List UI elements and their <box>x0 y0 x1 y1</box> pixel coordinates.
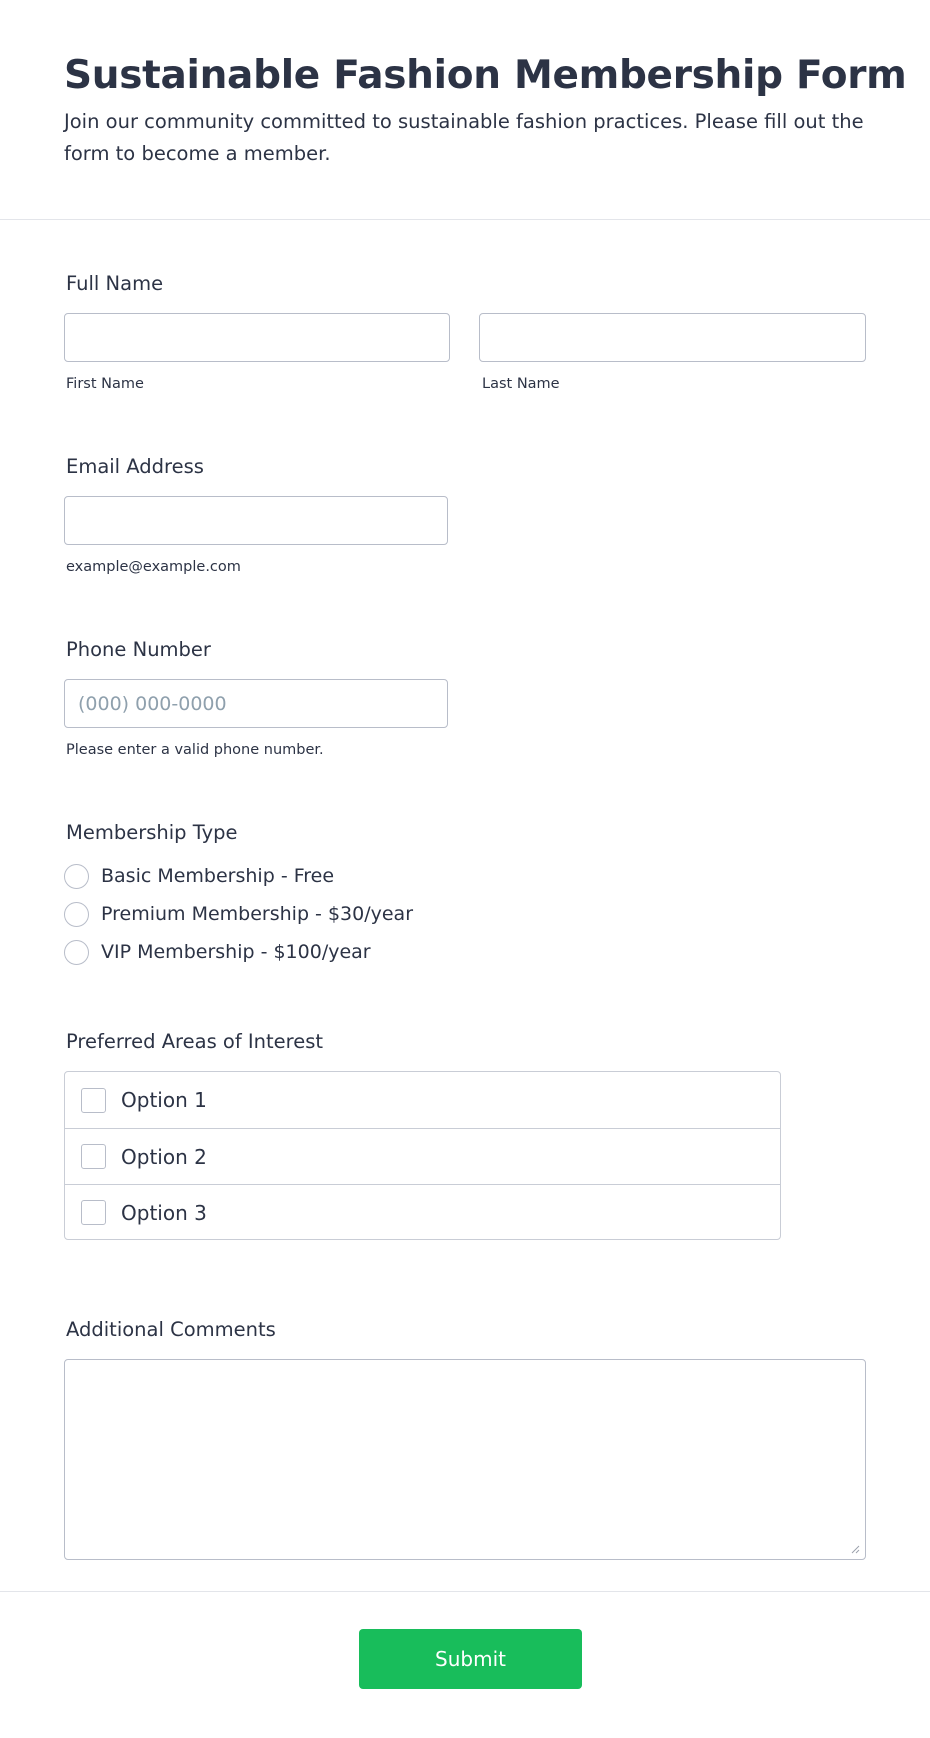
interest-option-label: Option 2 <box>121 1144 207 1169</box>
membership-option-premium[interactable] <box>64 900 413 928</box>
email-sublabel: example@example.com <box>66 559 241 575</box>
radio-button[interactable] <box>64 940 89 965</box>
membership-option-label: Premium Membership - $30/year <box>101 903 414 925</box>
interest-option-label: Option 1 <box>121 1088 207 1112</box>
checkbox[interactable] <box>81 1144 106 1169</box>
checkbox[interactable] <box>81 1088 106 1113</box>
radio-button[interactable] <box>64 864 89 889</box>
email-label: Email Address <box>66 455 204 478</box>
membership-option-vip[interactable] <box>64 938 371 966</box>
phone-input[interactable] <box>64 679 448 728</box>
membership-option-label: Basic Membership - Free <box>101 865 335 887</box>
interest-option-label: Option 3 <box>121 1200 207 1225</box>
form-header <box>0 0 930 220</box>
footer-divider <box>0 1591 930 1592</box>
last-name-sublabel: Last Name <box>482 376 560 392</box>
checkbox[interactable] <box>81 1200 106 1225</box>
membership-option-label: VIP Membership - $100/year <box>101 941 371 963</box>
last-name-input[interactable] <box>479 313 866 362</box>
comments-label: Additional Comments <box>66 1318 276 1341</box>
membership-type-label: Membership Type <box>66 821 238 844</box>
submit-button[interactable]: Submit <box>359 1629 582 1689</box>
interests-checkbox-group <box>64 1071 781 1240</box>
phone-sublabel: Please enter a valid phone number. <box>66 742 324 758</box>
interest-option-2[interactable] <box>65 1128 780 1184</box>
page-title: Sustainable Fashion Membership Form <box>64 53 907 98</box>
phone-label: Phone Number <box>66 638 211 661</box>
full-name-label: Full Name <box>66 272 164 295</box>
page-subtitle: Join our community committed to sustainable fashion practices. Please fill out the form to become a member. <box>64 110 864 165</box>
radio-button[interactable] <box>64 902 89 927</box>
interest-option-1[interactable] <box>65 1072 780 1128</box>
email-input[interactable] <box>64 496 448 545</box>
membership-option-basic[interactable] <box>64 862 334 890</box>
first-name-sublabel: First Name <box>66 376 144 392</box>
interest-option-3[interactable] <box>65 1184 780 1240</box>
first-name-input[interactable] <box>64 313 450 362</box>
comments-textarea[interactable] <box>64 1359 866 1560</box>
resize-grip-icon[interactable] <box>850 1544 860 1554</box>
interests-label: Preferred Areas of Interest <box>66 1030 324 1053</box>
